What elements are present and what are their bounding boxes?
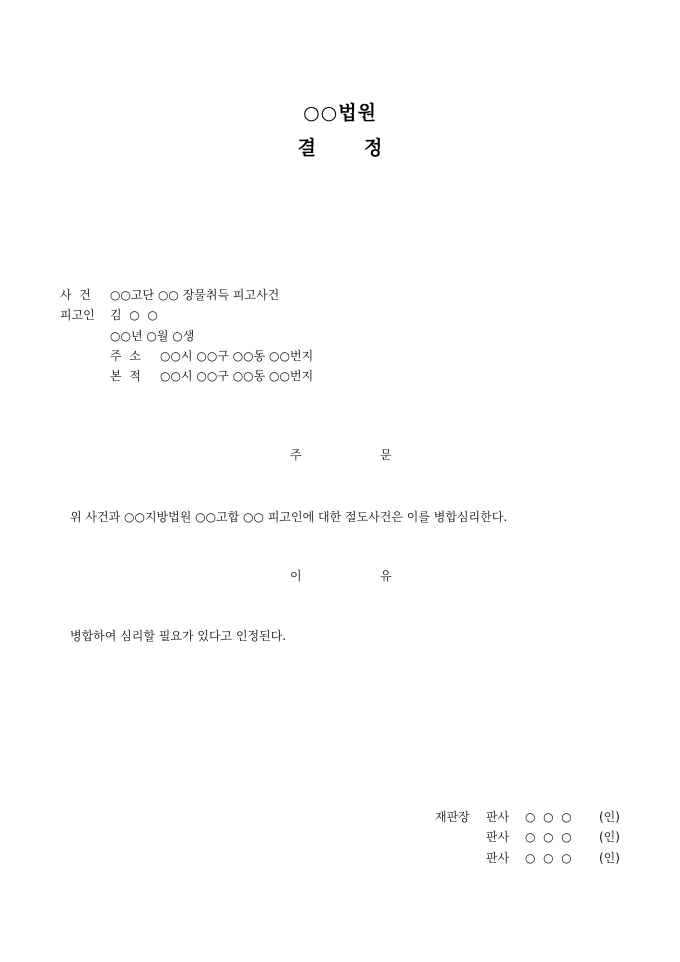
case-value: ○○고단 ○○ 장물취득 피고사건 [110,288,280,302]
signature-name: ○ ○ ○ [525,851,572,865]
signature-role: 판사 [486,851,510,865]
court-name: ○○법원 [303,102,377,124]
address-row [110,348,314,364]
signature-title: 재판장 [435,810,470,824]
defendant-row [60,307,158,323]
signature-role: 판사 [486,810,510,824]
signature-role: 판사 [486,830,510,844]
domicile-row [110,368,314,384]
signature-name: ○ ○ ○ [525,830,572,844]
signature-name: ○ ○ ○ [525,810,572,824]
defendant-name: 김 ○ ○ [110,308,158,322]
order-heading-part-2: 문 [380,448,392,462]
domicile-label: 본 적 [110,369,141,383]
defendant-label: 피고인 [60,308,95,322]
signature-row [435,809,620,825]
signature-seal: (인) [599,830,620,844]
signature-seal: (인) [599,851,620,865]
domicile-value: ○○시 ○○구 ○○동 ○○번지 [160,369,314,383]
signature-seal: (인) [599,810,620,824]
address-label: 주 소 [110,349,141,363]
birth-row [110,328,194,344]
order-text: 위 사건과 ○○지방법원 ○○고합 ○○ 피고인에 대한 절도사건은 이를 병합심리한다. [70,510,508,524]
reason-heading-part-2: 유 [380,569,392,583]
document-title-part-2: 정 [364,137,383,159]
birth-date: ○○년 ○월 ○생 [110,329,195,343]
case-label: 사 건 [60,288,91,302]
case-row [60,287,280,303]
address-value: ○○시 ○○구 ○○동 ○○번지 [160,349,314,363]
order-heading-part-1: 주 [290,448,302,462]
document-title [0,133,680,160]
reason-heading-part-1: 이 [290,569,302,583]
document-title-part-1: 결 [297,137,316,159]
reason-text: 병합하여 심리할 필요가 있다고 인정된다. [70,629,287,643]
